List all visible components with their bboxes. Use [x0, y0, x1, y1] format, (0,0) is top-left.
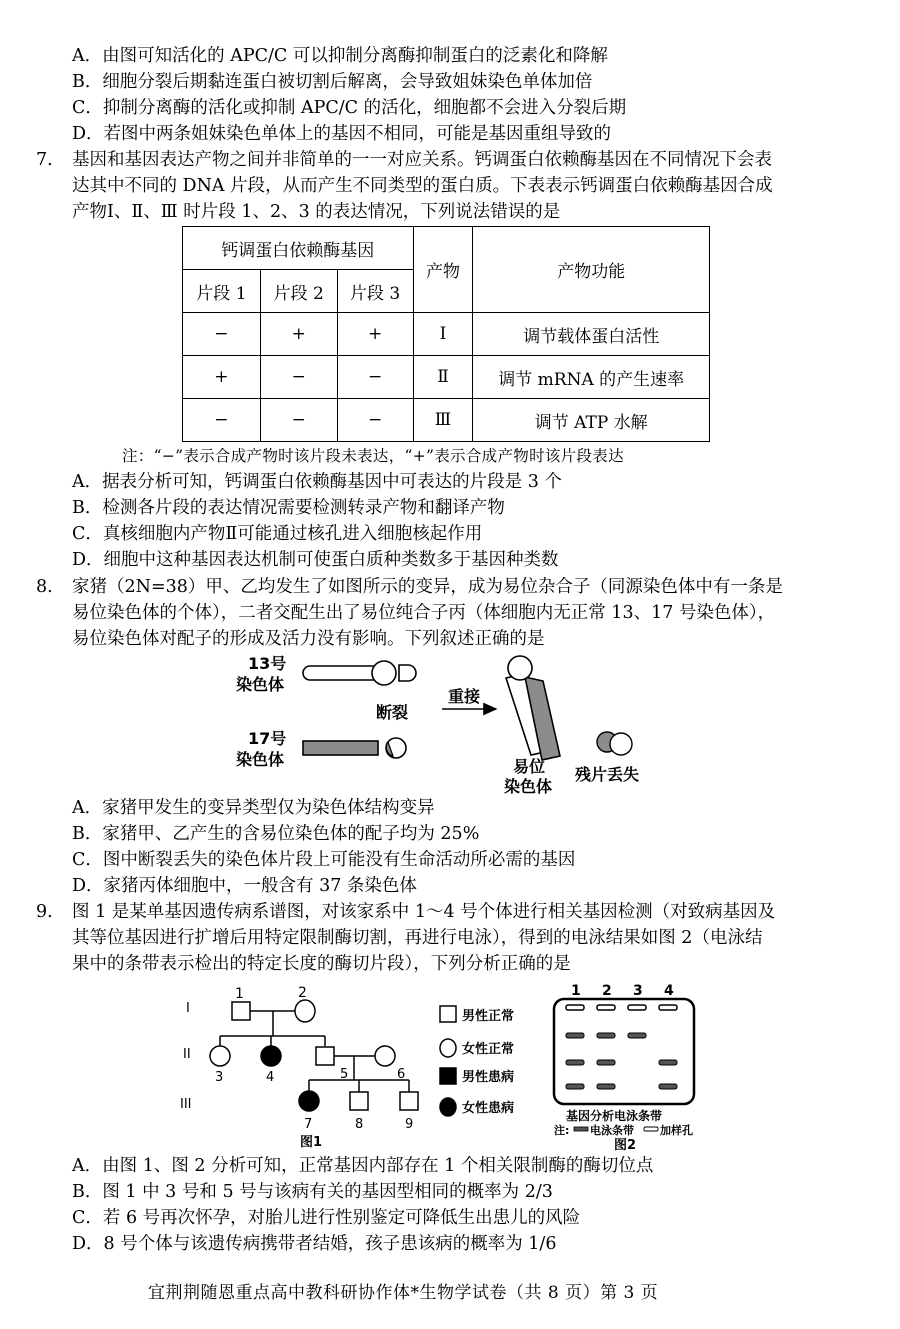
lane-number: 1: [571, 983, 581, 999]
gel-title: 基因分析电泳条带: [566, 1109, 663, 1123]
q7-option-c: C．真核细胞内产物Ⅱ可能通过核孔进入细胞核起作用: [72, 524, 483, 544]
lane-number: 3: [633, 983, 643, 999]
lost-fragment-label: 残片丢失: [575, 765, 640, 784]
generation-label: I: [186, 1001, 190, 1016]
table-cell: Ⅰ: [413, 313, 473, 356]
table-row: [183, 313, 710, 356]
gene-expression-table: [182, 226, 710, 442]
table-cell: Ⅲ: [413, 399, 473, 442]
legend-label: 女性患病: [462, 1101, 515, 1116]
individual-number: 3: [215, 1070, 224, 1085]
generation-label: III: [180, 1097, 192, 1112]
figure1-caption: 图1: [300, 1135, 323, 1150]
female-affected-7: [299, 1091, 319, 1111]
individual-number: 6: [397, 1067, 406, 1082]
q8-option-a: A．家猪甲发生的变异类型仅为染色体结构变异: [72, 798, 435, 818]
male-normal-8: [350, 1092, 368, 1110]
chr17-label: 17号: [248, 729, 287, 748]
table-cell: −: [260, 356, 337, 399]
page-footer: 宜荆荆随恩重点高中教科研协作体*生物学试卷（共 8 页）第 3 页: [148, 1283, 659, 1303]
legend-label: 男性患病: [462, 1070, 515, 1085]
q8-option-c: C．图中断裂丢失的染色体片段上可能没有生命活动所必需的基因: [72, 850, 576, 870]
chr13-centromere: [372, 661, 396, 685]
individual-number: 1: [235, 986, 244, 1002]
q7-option-b: B．检测各片段的表达情况需要检测转录产物和翻译产物: [72, 498, 505, 518]
pedigree-figure: [170, 980, 730, 1152]
legend-female-affected-symbol: [440, 1098, 456, 1116]
translocation-diagram: [230, 652, 670, 798]
table-cell: −: [183, 399, 261, 442]
table-cell: Ⅱ: [413, 356, 473, 399]
legend-label: 女性正常: [462, 1042, 515, 1057]
q8-stem-line2: 易位染色体的个体），二者交配生出了易位纯合子丙（体细胞内无正常 13、17 号染色体），: [72, 603, 776, 623]
table-product-header: 产物: [413, 227, 473, 313]
table-cell: 调节 mRNA 的产生速率: [473, 356, 710, 399]
individual-number: 9: [405, 1117, 414, 1132]
q9-option-d: D．8 号个体与该遗传病携带者结婚，孩子患该病的概率为 1/6: [72, 1234, 557, 1254]
q9-stem-line2: 其等位基因进行扩增后用特定限制酶切割，再进行电泳），得到的电泳结果如图 2（电泳结: [72, 928, 763, 948]
q7-option-d: D．细胞中这种基因表达机制可使蛋白质种类数多于基因种类数: [72, 550, 559, 570]
q6-option-b: B．细胞分裂后期黏连蛋白被切割后解离，会导致姐妹染色单体加倍: [72, 72, 593, 92]
female-normal-2: [295, 1000, 315, 1022]
gel-note-well-label: 加样孔: [660, 1124, 693, 1137]
table-segment-header: 片段 2: [260, 270, 337, 313]
gel-note-prefix: 注:: [554, 1124, 570, 1137]
q7-option-a: A．据表分析可知，钙调蛋白依赖酶基因中可表达的片段是 3 个: [72, 472, 562, 492]
table-row: [183, 399, 710, 442]
q7-stem-line2: 达其中不同的 DNA 片段，从而产生不同类型的蛋白质。下表表示钙调蛋白依赖酶基因合成: [72, 176, 773, 196]
chr13-label: 染色体: [236, 675, 285, 694]
table-function-header: 产物功能: [473, 227, 710, 313]
table-segment-header: 片段 3: [337, 270, 413, 313]
q7-stem-line1: 基因和基因表达产物之间并非简单的一一对应关系。钙调蛋白依赖酶基因在不同情况下会表: [72, 150, 772, 170]
table-cell: −: [337, 399, 413, 442]
gel-note-well-symbol: [644, 1127, 658, 1131]
q7-number: 7.: [36, 150, 53, 170]
table-cell: 调节 ATP 水解: [473, 399, 710, 442]
q8-option-b: B．家猪甲、乙产生的含易位染色体的配子均为 25%: [72, 824, 480, 844]
chr13-long-arm: [303, 666, 383, 680]
q9-option-c: C．若 6 号再次怀孕，对胎儿进行性别鉴定可降低生出患儿的风险: [72, 1208, 581, 1228]
chr17-long-arm: [303, 741, 378, 755]
gel-note-band-label: 电泳条带: [590, 1124, 634, 1137]
legend-female-normal-symbol: [440, 1039, 456, 1057]
q9-stem-line1: 图 1 是某单基因遗传病系谱图，对该家系中 1～4 号个体进行相关基因检测（对致病基因及: [72, 902, 776, 922]
legend-male-normal-symbol: [440, 1006, 456, 1022]
lane-number: 4: [664, 983, 674, 999]
male-normal-5: [316, 1047, 334, 1065]
individual-number: 8: [355, 1117, 364, 1132]
table-note: 注：“−”表示合成产物时该片段未表达，“+”表示合成产物时该片段表达: [122, 447, 624, 465]
chr13-fragment: [399, 665, 416, 681]
q8-option-d: D．家猪丙体细胞中，一般含有 37 条染色体: [72, 876, 417, 896]
q9-number: 9.: [36, 902, 53, 922]
q8-stem-line3: 易位染色体对配子的形成及活力没有影响。下列叙述正确的是: [72, 629, 545, 649]
individual-number: 2: [298, 985, 307, 1001]
q6-option-d: D．若图中两条姐妹染色单体上的基因不相同，可能是基因重组导致的: [72, 124, 612, 144]
break-label: 断裂: [376, 703, 409, 722]
table-segment-header: 片段 1: [183, 270, 261, 313]
table-cell: +: [337, 313, 413, 356]
table-group-header: 钙调蛋白依赖酶基因: [183, 227, 414, 270]
q6-option-a: A．由图可知活化的 APC/C 可以抑制分离酶抑制蛋白的泛素化和降解: [72, 46, 608, 66]
figure2-caption: 图2: [614, 1138, 637, 1152]
table-cell: 调节载体蛋白活性: [473, 313, 710, 356]
table-row: [183, 356, 710, 399]
generation-label: II: [183, 1047, 191, 1062]
q9-option-b: B．图 1 中 3 号和 5 号与该病有关的基因型相同的概率为 2/3: [72, 1182, 553, 1202]
table-cell: −: [183, 313, 261, 356]
chr13-label: 13号: [248, 654, 287, 673]
table-cell: +: [260, 313, 337, 356]
q9-option-a: A．由图 1、图 2 分析可知，正常基因内部存在 1 个相关限制酶的酶切位点: [72, 1156, 654, 1176]
individual-number: 4: [266, 1070, 275, 1085]
female-normal-6: [375, 1046, 395, 1066]
table-cell: −: [337, 356, 413, 399]
gel-note-band-symbol: [574, 1127, 588, 1131]
male-normal-9: [400, 1092, 418, 1110]
table-cell: +: [183, 356, 261, 399]
rejoin-label: 重接: [448, 687, 481, 706]
q6-option-c: C．抑制分离酶的活化或抑制 APC/C 的活化，细胞都不会进入分裂后期: [72, 98, 627, 118]
male-normal-1: [232, 1002, 250, 1020]
chr17-label: 染色体: [236, 750, 285, 769]
translocation-label: 易位: [513, 757, 546, 776]
female-affected-4: [261, 1046, 281, 1066]
legend-label: 男性正常: [462, 1009, 515, 1024]
legend-male-affected-symbol: [440, 1068, 456, 1084]
lane-number: 2: [602, 983, 612, 999]
lost-fragment: [597, 732, 632, 755]
table-cell: −: [260, 399, 337, 442]
q7-stem-line3: 产物Ⅰ、Ⅱ、Ⅲ 时片段 1、2、3 的表达情况，下列说法错误的是: [72, 202, 561, 222]
translocated-chromosome: [506, 656, 560, 760]
q9-stem-line3: 果中的条带表示检出的特定长度的酶切片段），下列分析正确的是: [72, 954, 571, 974]
q8-number: 8.: [36, 577, 53, 597]
translocation-label: 染色体: [504, 777, 553, 796]
individual-number: 5: [340, 1067, 349, 1082]
q8-stem-line1: 家猪（2N=38）甲、乙均发生了如图所示的变异，成为易位杂合子（同源染色体中有一条是: [72, 577, 783, 597]
female-normal-3: [210, 1046, 230, 1066]
individual-number: 7: [304, 1117, 313, 1132]
